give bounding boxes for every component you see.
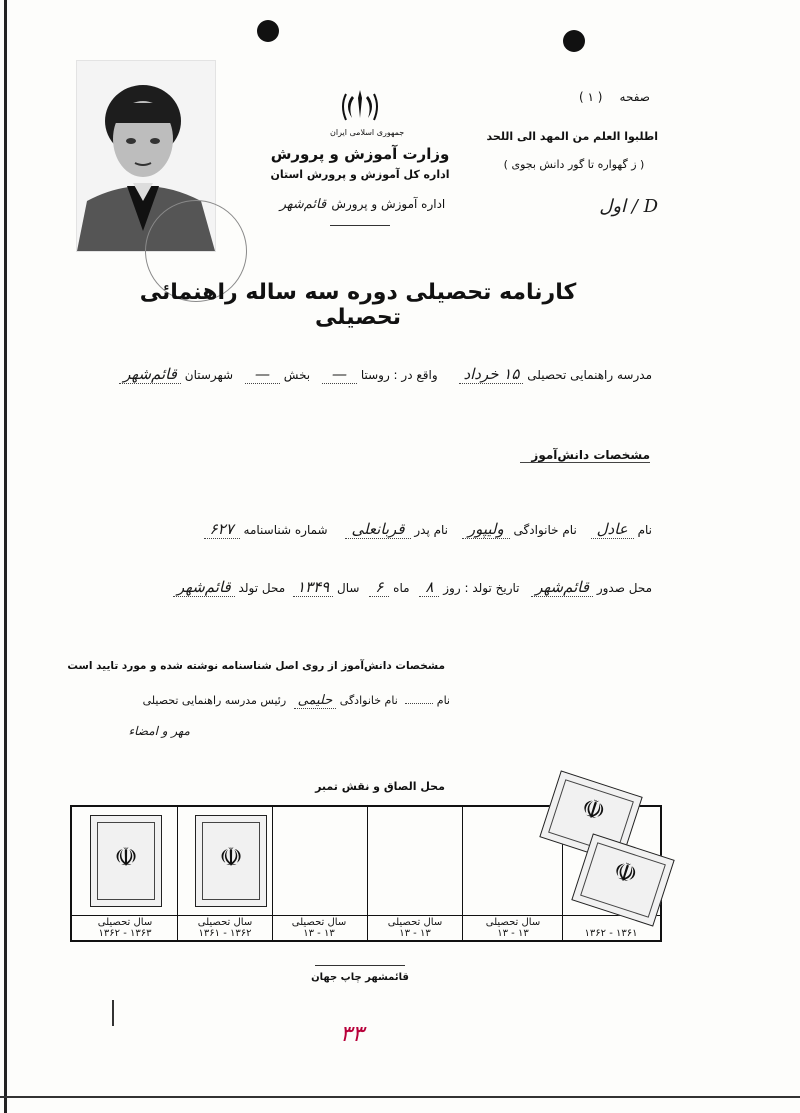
- year-label: سال تحصیلی: [97, 917, 153, 928]
- emblem-caption: جمهوری اسلامی ایران: [330, 128, 405, 137]
- district-label: بخش: [283, 368, 311, 382]
- dob-day: ۸: [419, 578, 439, 597]
- father-value: قربانعلی: [345, 520, 410, 539]
- year-value: ۱۳ - ۱۳: [399, 928, 431, 939]
- punch-hole: [563, 30, 585, 52]
- year-label: سال: [337, 581, 360, 595]
- family-value: ولیپور: [462, 520, 510, 539]
- issue-label: محل صدور: [596, 581, 652, 595]
- dob-year: ۱۳۴۹: [293, 578, 333, 597]
- city-label: شهرستان: [184, 368, 234, 382]
- red-handwritten-mark: ۳۳: [340, 1022, 364, 1047]
- id-value: ۶۲۷: [204, 520, 240, 539]
- name-value: عادل: [591, 520, 634, 539]
- table-divider: [462, 807, 463, 940]
- page-number: ( ۱ ): [579, 90, 603, 104]
- issue-value: قائم‌شهر: [531, 578, 593, 597]
- page-label: صفحه: [619, 90, 650, 104]
- school-value: ۱۵ خرداد: [459, 365, 523, 384]
- month-label: ماه: [393, 581, 410, 595]
- student-row-2: [48, 578, 652, 596]
- punch-hole: [257, 20, 279, 42]
- student-row-1: [90, 520, 652, 538]
- verify-family-label: نام خانوادگی: [339, 694, 398, 707]
- year-value: ۱۳۶۱ - ۱۳۶۲: [198, 928, 252, 939]
- province-office: اداره کل آموزش و پرورش استان: [270, 168, 450, 181]
- revenue-stamp: ☫: [571, 833, 674, 926]
- village-value: —: [322, 365, 357, 384]
- ministry-name: وزارت آموزش و پرورش: [270, 145, 450, 163]
- father-label: نام پدر: [414, 523, 449, 537]
- revenue-stamp: ☫: [90, 815, 162, 907]
- year-value: ۱۳۶۲ - ۱۳۶۳: [98, 928, 152, 939]
- handwritten-ref: D / اول: [599, 196, 658, 217]
- motto-arabic: اطلبوا العلم من المهد الی اللحد: [486, 130, 658, 143]
- document-title: کارنامه تحصیلی دوره سه ساله راهنمائی تحصیلی: [139, 280, 577, 330]
- birthplace-value: قائم‌شهر: [173, 578, 235, 597]
- revenue-stamp: ☫: [539, 770, 642, 863]
- printer-name: قائمشهر چاپ جهان: [311, 972, 409, 983]
- table-divider: [272, 807, 273, 940]
- scan-edge-bottom: [0, 1096, 800, 1098]
- seal-label: مهر و امضاء: [128, 724, 190, 738]
- name-label: نام: [637, 523, 652, 537]
- family-label: نام خانوادگی: [513, 523, 577, 537]
- city-value: قائم‌شهر: [119, 365, 181, 384]
- verify-name-label: نام: [436, 694, 450, 707]
- motto-persian: ( ز گهواره تا گور دانش بجوی ): [503, 158, 645, 171]
- principal-name: حلیمی: [294, 693, 337, 709]
- verification-line: [60, 693, 450, 708]
- footer-rule: [315, 965, 405, 966]
- verification-statement: مشخصات دانش‌آموز از روی اصل شناسنامه نوشته شده و مورد تایید است: [67, 660, 445, 672]
- revenue-stamp: ☫: [195, 815, 267, 907]
- page-number-line: [560, 86, 650, 105]
- local-office-line: [255, 193, 470, 212]
- birthplace-label: محل تولد: [238, 581, 286, 595]
- year-label: سال تحصیلی: [387, 917, 443, 928]
- school-label: مدرسه راهنمایی تحصیلی: [527, 368, 652, 382]
- school-line: [72, 365, 652, 383]
- student-section-heading: مشخصات دانش‌آموز: [520, 448, 650, 463]
- iran-emblem: [330, 88, 405, 137]
- year-label: سال تحصیلی: [485, 917, 541, 928]
- year-value: ۱۳ - ۱۳: [497, 928, 529, 939]
- located-label: واقع در : روستا: [360, 368, 438, 382]
- principal-label: رئیس مدرسه راهنمایی تحصیلی: [142, 694, 287, 707]
- year-value: ۱۳ - ۱۳: [303, 928, 335, 939]
- id-label: شماره شناسنامه: [243, 523, 328, 537]
- district-value: —: [245, 365, 280, 384]
- table-divider: [177, 807, 178, 940]
- local-office-label: اداره آموزش و پرورش: [331, 197, 446, 211]
- pen-mark: [112, 1000, 114, 1026]
- local-office-value: قائم‌شهر: [279, 197, 327, 212]
- dob-label: تاریخ تولد : روز: [443, 581, 520, 595]
- year-label: سال تحصیلی: [291, 917, 347, 928]
- dob-month: ۶: [369, 578, 389, 597]
- table-row-line: [72, 915, 660, 916]
- year-value: ۱۳۶۲ - ۱۳۶۱: [584, 928, 638, 939]
- stamps-heading: محل الصاق و نقش تمبر: [315, 780, 445, 793]
- year-label: سال تحصیلی: [197, 917, 253, 928]
- table-divider: [367, 807, 368, 940]
- scan-edge-left: [4, 0, 7, 1113]
- ornament-rule: [330, 225, 390, 226]
- verify-name-blank: [405, 703, 433, 704]
